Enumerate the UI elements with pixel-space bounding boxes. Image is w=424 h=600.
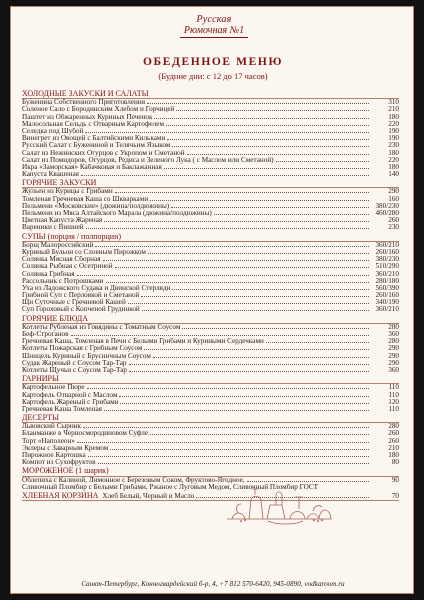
menu-item-price: 140 bbox=[388, 170, 399, 179]
menu-item bbox=[22, 106, 399, 113]
leader-dots bbox=[103, 260, 370, 261]
leader-dots bbox=[81, 175, 369, 176]
menu-item-price: 120 bbox=[388, 397, 399, 406]
menu-item-price: 280/180 bbox=[375, 276, 399, 285]
menu-item-price: 160 bbox=[388, 194, 399, 203]
menu-item bbox=[22, 324, 399, 331]
menu-item bbox=[22, 256, 399, 263]
section-heading-text: ХЛЕБНАЯ КОРЗИНА bbox=[22, 490, 99, 500]
leader-dots bbox=[214, 214, 369, 215]
leader-dots bbox=[167, 139, 369, 140]
leader-dots bbox=[77, 275, 369, 276]
still-life-illustration bbox=[219, 469, 339, 529]
menu-item bbox=[22, 203, 399, 210]
menu-item-price: 110 bbox=[388, 404, 399, 413]
leader-dots bbox=[182, 328, 369, 329]
leader-dots bbox=[115, 267, 369, 268]
menu-item-name: Котлеты Щучьи с Соусом Тар-Тар bbox=[22, 366, 127, 374]
menu-item-price: 380/230 bbox=[375, 255, 399, 264]
menu-section bbox=[22, 232, 399, 314]
menu-item-price: 70 bbox=[391, 491, 399, 500]
menu-item-name: Грибной Суп с Перловкой и Сметаной bbox=[22, 292, 140, 300]
leader-dots bbox=[266, 342, 369, 343]
menu-item-name: Уха из Ладожского Судака и Двинской Стерляди bbox=[22, 284, 171, 292]
menu-item-name: Цветная Капуста Жареная bbox=[22, 217, 103, 225]
menu-item-name: Котлеты Рубленая из Говядины с Томатным Соусом bbox=[22, 323, 181, 331]
leader-dots bbox=[172, 146, 369, 147]
menu-item-name: Куриный Бульон со Слоеным Пирожком bbox=[22, 248, 146, 256]
menu-item bbox=[22, 430, 399, 437]
leader-dots bbox=[119, 396, 369, 397]
menu-item-name: Щи Суточные с Гречневой Кашей bbox=[22, 299, 126, 307]
menu-item-price: 290 bbox=[388, 358, 399, 367]
leader-dots bbox=[147, 103, 369, 104]
menu-item bbox=[22, 331, 399, 338]
leader-dots bbox=[154, 118, 369, 119]
menu-item-name: Картофель Отварной с Маслом bbox=[22, 391, 118, 399]
menu-item bbox=[22, 384, 399, 391]
menu-item bbox=[22, 399, 399, 406]
menu-item-price: 280 bbox=[388, 337, 399, 346]
menu-content bbox=[22, 89, 399, 501]
logo-line-1: Русская bbox=[196, 14, 232, 25]
menu-item-name: Салат из Помидоров, Огурцов, Редиса и Зеленого Лука ( с Маслом или Сметаной) bbox=[22, 156, 274, 164]
menu-item-name: Картофельное Пюре bbox=[22, 384, 85, 392]
leader-dots bbox=[110, 449, 369, 450]
menu-item-price: 90 bbox=[391, 475, 399, 484]
section-heading: ГОРЯЧИЕ ЗАКУСКИ bbox=[22, 178, 399, 188]
section-heading: ГАРНИРЫ bbox=[22, 374, 399, 384]
menu-item-name: Русский Салат с Бужениной и Телячьим Языком bbox=[22, 142, 171, 150]
menu-section bbox=[22, 413, 399, 466]
menu-section bbox=[22, 491, 399, 501]
menu-item-price: 230 bbox=[388, 141, 399, 150]
menu-item bbox=[22, 392, 399, 399]
menu-section bbox=[22, 314, 399, 375]
menu-item-name: Гречневая Каша Томленая bbox=[22, 405, 102, 413]
menu-item bbox=[22, 338, 399, 345]
menu-item-price: 260 bbox=[388, 429, 399, 438]
leader-dots bbox=[88, 456, 369, 457]
leader-dots bbox=[142, 310, 369, 311]
menu-item-name: Торт «Наполеон» bbox=[22, 437, 75, 445]
menu-item-price: 210 bbox=[388, 105, 399, 114]
menu-item-price: 180 bbox=[388, 451, 399, 459]
leader-dots bbox=[95, 246, 369, 247]
menu-item-name: Малосольная Сельдь с Отварным Картофелем bbox=[22, 120, 164, 128]
menu-item-price: 220 bbox=[388, 155, 399, 164]
menu-item-price: 310 bbox=[388, 98, 399, 107]
menu-item bbox=[22, 242, 399, 249]
menu-item bbox=[22, 142, 399, 149]
leader-dots bbox=[129, 371, 369, 372]
menu-item-price: 110 bbox=[388, 390, 399, 399]
menu-item-name: Соленое Сало с Бородинским Хлебом и Горчицей bbox=[22, 106, 175, 114]
menu-item-price: 260/160 bbox=[375, 291, 399, 300]
footer-address: Санкт-Петербург, Конногвардейский б-р, 4, +7 812 570-6420, 945-0890, vodkaroom.ru bbox=[81, 580, 345, 588]
menu-item-name: Компот из Сухофруктов bbox=[22, 459, 96, 467]
menu-item-name: Гречневая Каша, Томленая в Печи с Белыми Грибами и Куриными Сердечками bbox=[22, 338, 264, 346]
leader-dots bbox=[129, 364, 369, 365]
menu-item-price: 260/160 bbox=[375, 247, 399, 256]
menu-item-price: 280 bbox=[388, 322, 399, 331]
leader-dots bbox=[104, 410, 369, 411]
leader-dots bbox=[276, 161, 369, 162]
leader-dots bbox=[83, 427, 369, 428]
leader-dots bbox=[104, 221, 369, 222]
menu-item-price: 360/210 bbox=[375, 240, 399, 249]
menu-item-price: 190 bbox=[388, 134, 399, 143]
menu-item bbox=[22, 135, 399, 142]
menu-item-name: Суп Гороховый с Копченой Грудинкой bbox=[22, 306, 140, 314]
menu-item bbox=[22, 164, 399, 171]
menu-item bbox=[22, 224, 399, 231]
menu-section bbox=[22, 89, 399, 178]
leader-dots bbox=[128, 303, 369, 304]
menu-item-name: Эклеры с Заварным Кремом bbox=[22, 444, 109, 452]
menu-item-name: Паштет из Обжаренных Куриных Печенок bbox=[22, 113, 153, 121]
menu-section bbox=[22, 374, 399, 413]
menu-item-name: Котлеты Пожарская с Грибным Соусом bbox=[22, 345, 143, 353]
menu-item bbox=[22, 114, 399, 121]
menu-item-price: 180 bbox=[388, 162, 399, 171]
bread-basket-text: Хлеб Белый, Черный и Масло bbox=[102, 491, 195, 500]
menu-item-price: 190 bbox=[388, 126, 399, 135]
menu-item-name: Солянка Грибная bbox=[22, 270, 75, 278]
menu-item bbox=[22, 459, 399, 466]
menu-item bbox=[22, 445, 399, 452]
menu-page bbox=[10, 6, 414, 594]
leader-dots bbox=[141, 296, 369, 297]
leader-dots bbox=[176, 110, 369, 111]
leader-dots bbox=[86, 228, 369, 229]
menu-item-name: Жульен из Курицы с Грибами bbox=[22, 188, 113, 196]
menu-item-name: Пирожное Картошка bbox=[22, 452, 86, 459]
menu-item-price: 460/280 bbox=[375, 209, 399, 217]
menu-item bbox=[22, 188, 399, 195]
menu-item bbox=[22, 278, 399, 285]
menu-item-price: 210 bbox=[388, 443, 399, 452]
leader-dots bbox=[166, 125, 369, 126]
leader-dots bbox=[164, 168, 369, 169]
leader-dots bbox=[98, 463, 369, 464]
menu-item-price: 180 bbox=[388, 112, 399, 121]
menu-section bbox=[22, 178, 399, 231]
menu-item bbox=[22, 360, 399, 367]
section-heading: ГОРЯЧИЕ БЛЮДА bbox=[22, 314, 399, 324]
menu-item bbox=[22, 406, 399, 413]
menu-item bbox=[22, 210, 399, 217]
menu-item bbox=[22, 285, 399, 292]
menu-section bbox=[22, 466, 399, 491]
menu-item-name: Рассольник с Потрошками bbox=[22, 277, 104, 285]
leader-dots bbox=[172, 289, 369, 290]
leader-dots bbox=[87, 388, 369, 389]
menu-item bbox=[22, 345, 399, 352]
section-heading: ХОЛОДНЫЕ ЗАКУСКИ И САЛАТЫ bbox=[22, 89, 399, 99]
menu-item-price: 280 bbox=[388, 422, 399, 431]
menu-item bbox=[22, 128, 399, 135]
menu-item bbox=[22, 249, 399, 256]
menu-item bbox=[22, 157, 399, 164]
leader-dots bbox=[150, 200, 369, 201]
menu-item-price: 110 bbox=[388, 383, 399, 392]
section-heading bbox=[22, 491, 399, 501]
menu-item-name: Львовский Сырник bbox=[22, 423, 82, 431]
menu-item-price: 180 bbox=[388, 148, 399, 157]
menu-item-price: 290 bbox=[388, 344, 399, 353]
menu-item-name: Картофель Жареный с Грибами bbox=[22, 398, 119, 406]
menu-item-name: Салат из Нежинских Огурцов с Укропом и Сметаной bbox=[22, 149, 185, 157]
leader-dots bbox=[171, 207, 369, 208]
menu-item bbox=[22, 271, 399, 278]
menu-subtitle: (Будние дни: с 12 до 17 часов) bbox=[158, 71, 268, 81]
menu-item-price: 510/290 bbox=[375, 262, 399, 271]
menu-item-price: 290 bbox=[388, 351, 399, 360]
menu-item bbox=[22, 477, 399, 484]
menu-item-price: 340/190 bbox=[375, 298, 399, 307]
menu-item bbox=[22, 306, 399, 313]
menu-item-price: 80 bbox=[391, 458, 399, 467]
menu-item-name: Солянка Рыбная с Осетриной bbox=[22, 263, 113, 271]
menu-item-name: Винегрет из Овощей с Балтийскими Кильками bbox=[22, 135, 166, 143]
menu-item bbox=[22, 452, 399, 459]
section-heading: СУПЫ (порция / полпорции) bbox=[22, 232, 399, 242]
menu-item-name: Буженина Собственного Приготовления bbox=[22, 99, 146, 107]
leader-dots bbox=[115, 192, 369, 193]
menu-item-price: 360/210 bbox=[375, 269, 399, 278]
menu-item-price: 230 bbox=[388, 223, 399, 232]
menu-item-name: Пельмени «Московские» (дюжина/полдюжины) bbox=[22, 202, 170, 210]
leader-dots bbox=[71, 335, 369, 336]
menu-item bbox=[22, 263, 399, 270]
menu-item bbox=[22, 171, 399, 178]
menu-item-name: Вареники с Вишней bbox=[22, 224, 84, 232]
leader-dots bbox=[153, 357, 369, 358]
menu-item bbox=[22, 217, 399, 224]
leader-dots bbox=[187, 154, 369, 155]
menu-item-price: 380/230 bbox=[375, 201, 399, 210]
leader-dots bbox=[144, 349, 369, 350]
leader-dots bbox=[77, 442, 369, 443]
menu-item-price: 260 bbox=[388, 436, 399, 445]
menu-item bbox=[22, 484, 399, 491]
menu-item bbox=[22, 353, 399, 360]
menu-item-name: Капуста Квашеная bbox=[22, 171, 79, 179]
menu-item bbox=[22, 292, 399, 299]
menu-item bbox=[22, 423, 399, 430]
leader-dots bbox=[150, 434, 369, 435]
menu-item bbox=[22, 99, 399, 106]
leader-dots bbox=[85, 132, 369, 133]
menu-item bbox=[22, 299, 399, 306]
menu-item bbox=[22, 150, 399, 157]
menu-item-price: 220 bbox=[388, 119, 399, 128]
leader-dots bbox=[120, 403, 369, 404]
menu-item bbox=[22, 121, 399, 128]
menu-item-name: Судак Жареный с Соусом Тар-Тар bbox=[22, 359, 127, 367]
menu-item-name: Бланманже в Черносмородиновом Суфле bbox=[22, 430, 149, 438]
menu-item-price: 360 bbox=[388, 365, 399, 374]
menu-item-name: Солянка Мясная Сборная bbox=[22, 256, 101, 264]
leader-dots bbox=[148, 253, 369, 254]
logo-underline bbox=[180, 37, 248, 38]
menu-item-name: Борщ Малороссийский bbox=[22, 241, 94, 249]
menu-item-name: Томленая Гречневая Каша со Шкварками bbox=[22, 195, 149, 203]
menu-item bbox=[22, 367, 399, 374]
menu-item-name: Икра «Заморская» Кабачковая и Баклажанная bbox=[22, 163, 162, 171]
menu-item-name: Пельмени из Мяса Алтайского Марала (дюжина/полдюжины) bbox=[22, 210, 212, 217]
menu-item-name: Шницель Куриный с Брусничным Соусом bbox=[22, 352, 151, 360]
leader-dots bbox=[106, 282, 369, 283]
menu-title: ОБЕДЕННОЕ МЕНЮ bbox=[143, 56, 283, 68]
menu-item-price: 360/210 bbox=[375, 305, 399, 314]
menu-item-name: Беф-Строганов bbox=[22, 331, 69, 338]
logo-line-2: Рюмочная №1 bbox=[183, 25, 245, 36]
section-heading: МОРОЖЕНОЕ (1 шарик) bbox=[22, 466, 399, 476]
menu-item-name: Сливочный Пломбир с Белыми Грибами, Ржаное с Луговым Медом, Сливочный Пломбир ГОСТ bbox=[22, 483, 319, 491]
restaurant-logo bbox=[171, 14, 257, 48]
menu-item bbox=[22, 438, 399, 445]
menu-item-name: Облепиха с Калиной, Лимонное с Березовым Соком, Фруктово-Ягодное, bbox=[22, 476, 245, 484]
menu-item-price: 560/390 bbox=[375, 283, 399, 292]
menu-item-name: Селедка под Шубой bbox=[22, 127, 84, 135]
section-heading: ДЕСЕРТЫ bbox=[22, 413, 399, 423]
menu-item-price: 260 bbox=[388, 216, 399, 225]
menu-item-price: 360 bbox=[388, 330, 399, 338]
menu-item-price: 290 bbox=[388, 187, 399, 196]
menu-item bbox=[22, 196, 399, 203]
